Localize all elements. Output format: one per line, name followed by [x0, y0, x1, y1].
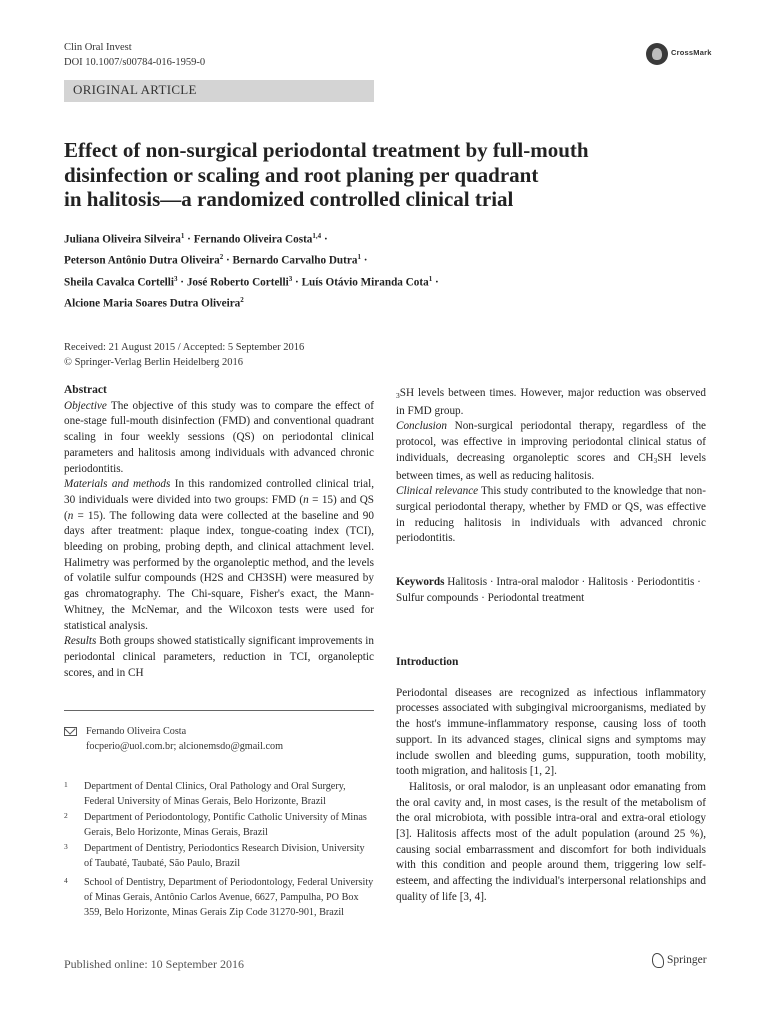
correspondence-email[interactable]: focperio@uol.com.br; alcionemsdo@gmail.com [86, 741, 283, 752]
abstract-methods [64, 477, 374, 634]
keywords-label: Keywords [396, 576, 445, 588]
abstract-conclusion [396, 419, 706, 484]
published-online: Published online: 10 September 2016 [64, 957, 244, 971]
article-title [64, 138, 684, 212]
abstract-heading: Abstract [64, 384, 107, 396]
author-name[interactable]: Peterson Antônio Dutra Oliveira [64, 255, 220, 268]
affiliation-number: 3 [64, 842, 68, 851]
results-text-continued: SH levels between times. However, major reduction was observed in FMD group. [396, 387, 706, 417]
doi[interactable]: DOI 10.1007/s00784-016-1959-0 [64, 57, 206, 68]
keywords-text: Halitosis · Intra-oral malodor · Halitosis · Periodontitis · Sulfur compounds · Periodontal treatment [396, 576, 701, 604]
author-line [64, 292, 544, 313]
author-name[interactable]: Bernardo Carvalho Dutra [232, 255, 358, 268]
author-affiliation-ref: 1 [180, 232, 185, 240]
abstract-results [64, 634, 374, 681]
relevance-label: Clinical relevance [396, 485, 479, 498]
copyright: © Springer-Verlag Berlin Heidelberg 2016 [64, 356, 244, 368]
article-type-band [64, 80, 374, 102]
introduction-heading: Introduction [396, 656, 459, 668]
article-dates [64, 341, 304, 370]
author-affiliation-ref: 3 [174, 274, 178, 283]
affiliation-number: 4 [64, 876, 68, 885]
methods-text: = 15) and QS ( [64, 493, 374, 522]
author-name[interactable]: Luís Otávio Miranda Cota [301, 276, 429, 289]
author-list [64, 228, 544, 314]
keywords [396, 575, 706, 606]
affiliation-number: 1 [64, 780, 68, 789]
author-affiliation-ref: 2 [240, 296, 244, 305]
author-name[interactable]: Alcione Maria Soares Dutra Oliveira [64, 298, 241, 311]
journal-name: Clin Oral Invest [64, 42, 132, 53]
author-line: Peterson Antônio Dutra Oliveira$^2$ · Bernardo Carvalho Dutra$^1$ · [64, 253, 368, 268]
article-type: ORIGINAL ARTICLE [73, 82, 197, 97]
methods-n: n [303, 493, 309, 506]
introduction-paragraph: Halitosis, or oral malodor, is an unpleasant odor emanating from the oral cavity and, in most cases, is the result of the metabolism of the oral microbiota, with possible intra-oral and extra-oral etiology [3]. Halitosis affects most of the adult population (around 25 %), causing social embarrassment and discomfort for both individuals with this condition and people around them, triggering low self-esteem, and affecting the individual's interpersonal relationships and quality of life [3, 4]. [396, 780, 706, 903]
conclusion-sub: 3 [653, 455, 658, 465]
objective-text: The objective of this study was to compare the effect of one-stage full-mouth disinfection (FMD) and conventional quadrant scaling in four weekly sessions (QS) on periodontal clinical parameters and halitosis among individuals with advanced chronic periodontitis. [64, 399, 374, 475]
author-line: Juliana Oliveira Silveira$^1$ · Fernando Oliveira Costa$^{1,4}$ · [64, 232, 328, 246]
methods-text: In this randomized controlled clinical trial, 30 individuals were divided into two groups: FMD ( [64, 478, 375, 506]
affiliation-text: Department of Periodontology, Pontific Catholic University of Minas Gerais, Belo Horizonte, Minas Gerais, Brazil [84, 812, 367, 838]
introduction-paragraph: Periodontal diseases are recognized as infectious inflammatory processes associated with subgingival microorganisms, mediated by the host's immune-inflammatory response, causing loss of tooth support. In its advanced stages, clinical signs and symptoms may include swollen and bleeding gums, suppuration, tooth mobility, tooth migration, and halitosis [1, 2]. [396, 686, 706, 778]
conclusion-label: Conclusion [396, 420, 447, 433]
title-line: in halitosis—a randomized controlled clinical trial [64, 187, 514, 211]
results-text: Both groups showed statistically significant improvements in periodontal clinical parameters, reduction in TCI, organoleptic scores, and in CH [64, 635, 375, 679]
title-line: Effect of non-surgical periodontal treatment by full-mouth [64, 138, 589, 162]
affiliation-text: School of Dentistry, Department of Periodontology, Federal University of Minas Gerais, Antônio Carlos Avenue, 6627, Pampulha, PO Box 359, Belo Horizonte, Minas Gerais Zip Code 31270-901, Brazil [84, 877, 374, 918]
abstract-objective [64, 399, 374, 478]
springer-logo [652, 952, 712, 970]
abstract-results-continued [396, 386, 706, 419]
author-affiliation-ref: 1,4 [312, 232, 322, 240]
author-affiliation-ref: 2 [219, 253, 224, 262]
author-name[interactable]: Juliana Oliveira Silveira [64, 233, 181, 246]
methods-n: n [67, 509, 74, 522]
author-affiliation-ref: 1 [428, 274, 433, 283]
received-accepted: Received: 21 August 2015 / Accepted: 5 September 2016 [64, 342, 305, 353]
author-affiliation-ref: 1 [357, 253, 361, 262]
abstract-right-column [396, 386, 706, 547]
envelope-icon [64, 727, 77, 736]
affiliation-number: 2 [64, 811, 68, 820]
author-name[interactable]: Sheila Cavalca Cortelli [64, 276, 174, 289]
methods-text: = 15). The following data were collected at the baseline and 90 days after treatment: plaque index, tongue-coating index (TCI), bleeding on probing, probing depth, and clinical attachment level. Halimetry was performed by the organoleptic method, and the levels of volatile sulfur compounds (H2S and CH3SH) were measured by gas chromatography. The Chi-square, Fisher's exact, the Mann-Whitney, the McNemar, and the Wilcoxon tests were used for statistical analysis. [64, 509, 374, 632]
introduction-section [396, 655, 706, 906]
title-line: disinfection or scaling and root planing per quadrant [64, 162, 539, 187]
abstract-relevance [396, 484, 706, 547]
publisher-name: Springer [667, 954, 707, 966]
author-name[interactable]: Fernando Oliveira Costa [193, 233, 313, 246]
footnote-divider [64, 710, 374, 711]
relevance-text: This study contributed to the knowledge that non-surgical periodontal therapy, whether by FMD or QS, was effective in reducing halitosis in individuals with advanced chronic periodontitis. [396, 485, 706, 545]
crossmark-badge[interactable] [646, 43, 756, 67]
results-label: Results [64, 635, 97, 648]
conclusion-text-continued: SH levels between times, as well as reducing halitosis. [396, 451, 707, 482]
methods-label: Materials and methods [64, 478, 171, 491]
affiliation-text: Department of Dentistry, Periodontics Research Division, University of Taubaté, Taubaté, São Paulo, Brazil [84, 843, 365, 869]
results-sub: 3 [396, 391, 400, 400]
affiliation-text: Department of Dental Clinics, Oral Pathology and Oral Surgery, Federal University of Minas Gerais, Belo Horizonte, Brazil [84, 781, 346, 807]
author-name[interactable]: José Roberto Cortelli [186, 276, 289, 289]
springer-horse-icon [652, 953, 664, 968]
author-line: Sheila Cavalca Cortelli$^3$ · José Roberto Cortelli$^3$ · Luís Otávio Miranda Cota$^1$ · [64, 274, 439, 289]
crossmark-icon [646, 43, 668, 65]
author-affiliation-ref: 3 [288, 274, 293, 283]
correspondence [64, 724, 374, 754]
abstract-left-column [64, 383, 374, 681]
objective-label: Objective [64, 399, 107, 412]
crossmark-label: CrossMark [671, 48, 712, 57]
correspondence-name: Fernando Oliveira Costa [86, 726, 187, 737]
conclusion-text: Non-surgical periodontal therapy, regardless of the protocol, was effective in improving periodontal clinical status of individuals, decreasing organoleptic scores and CH [396, 420, 707, 464]
